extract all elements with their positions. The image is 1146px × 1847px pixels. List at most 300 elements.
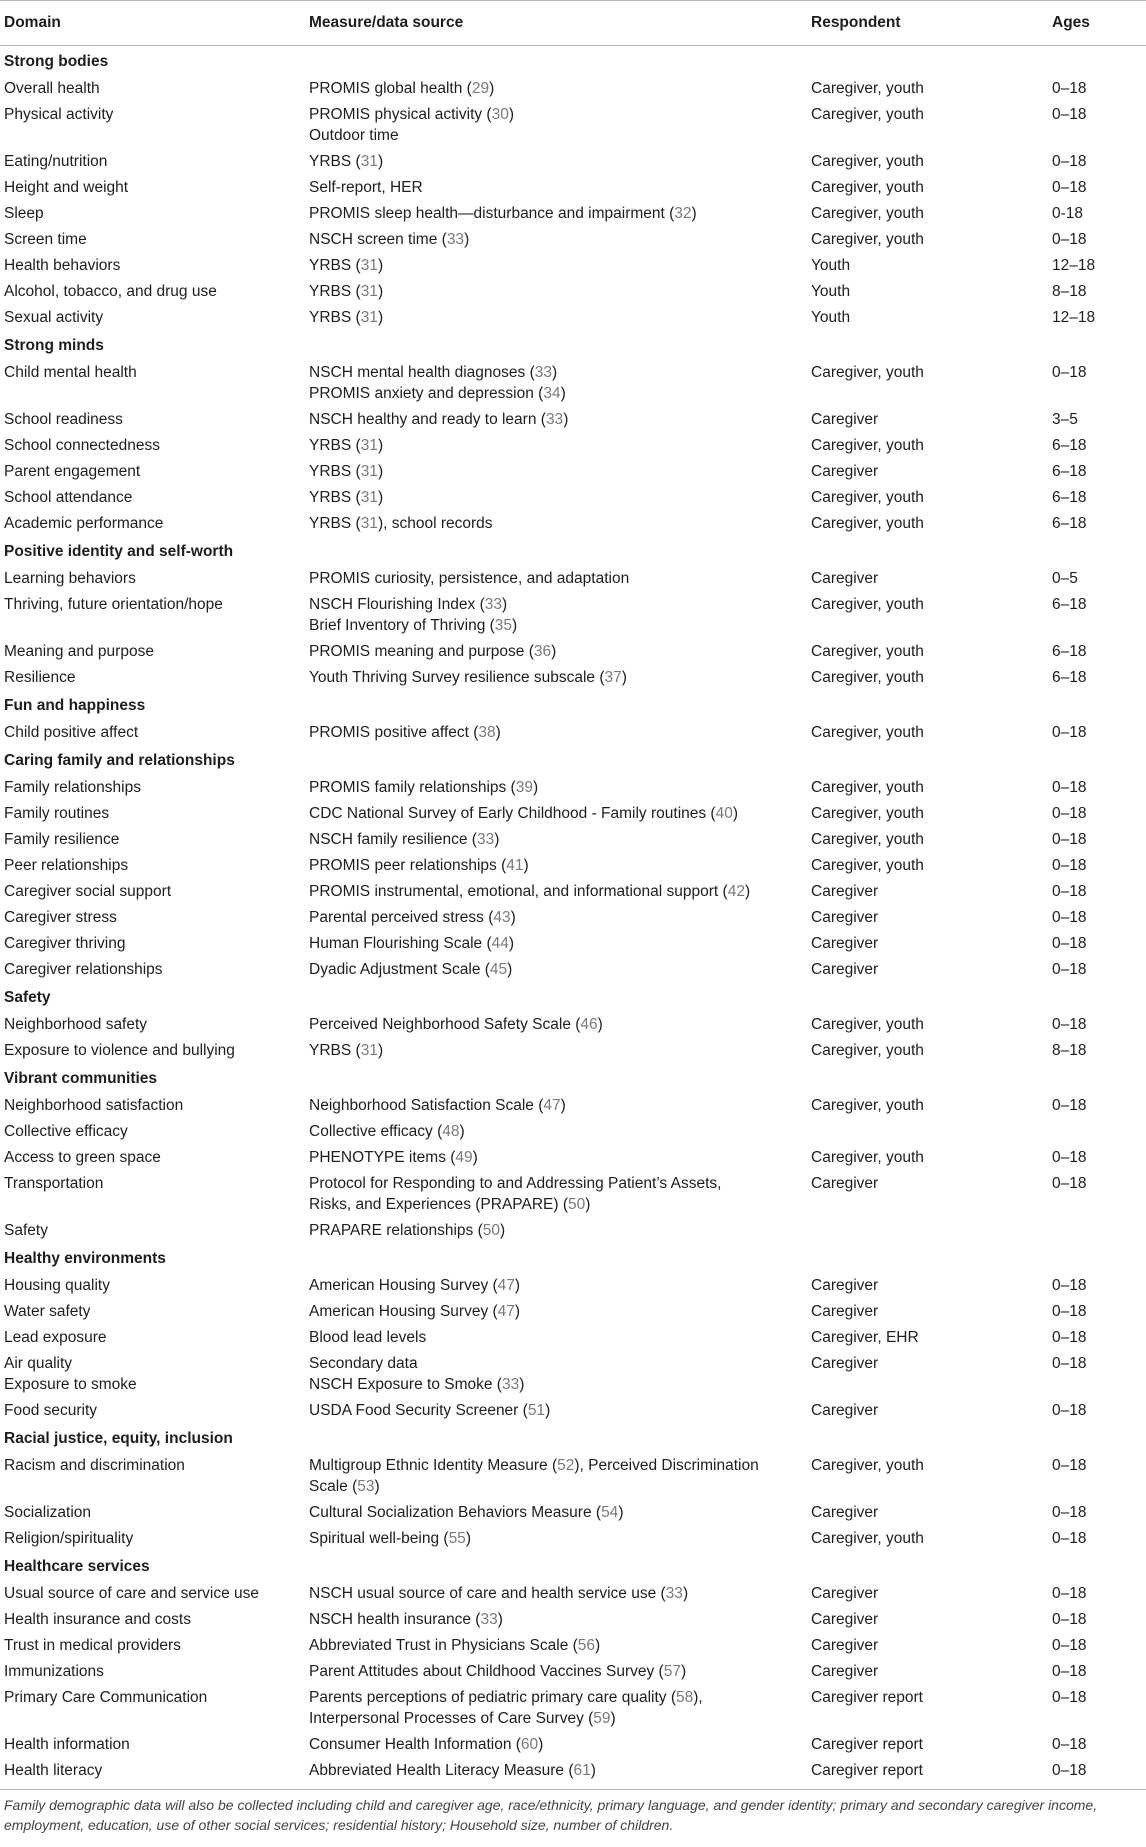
table-row: [0, 1580, 1146, 1606]
ages-cell: 3–5: [1052, 411, 1078, 428]
measure-text: Cultural Socialization Behaviors Measure (: [309, 1504, 602, 1521]
measure-text: ): [621, 669, 627, 686]
measure-line: [309, 1121, 807, 1142]
ages-cell: 0–18: [1052, 831, 1087, 848]
respondent-cell: Caregiver, youth: [811, 724, 924, 741]
measure-text: NSCH usual source of care and health service use (: [309, 1585, 666, 1602]
reference-link[interactable]: 34: [543, 385, 561, 402]
measure-cell: [305, 1092, 807, 1118]
reference-link[interactable]: 54: [601, 1504, 619, 1521]
ages-cell: 0–18: [1052, 1175, 1087, 1192]
measure-text: ): [514, 1303, 521, 1320]
reference-link[interactable]: 47: [543, 1097, 561, 1114]
reference-link[interactable]: 31: [360, 515, 378, 532]
measure-cell: [305, 1684, 807, 1731]
measure-cell: [305, 484, 807, 510]
measure-cell: [305, 304, 807, 330]
measure-cell: [305, 1499, 807, 1525]
reference-link[interactable]: 53: [357, 1478, 375, 1495]
measure-text: PROMIS anxiety and depression (: [309, 385, 544, 402]
measure-text: Human Flourishing Scale (: [309, 935, 492, 952]
measure-line: [309, 568, 807, 589]
measure-cell: [305, 852, 807, 878]
measure-text: Perceived Neighborhood Safety Scale (: [309, 1016, 581, 1033]
table-row: [0, 1606, 1146, 1632]
measure-line: [309, 1661, 807, 1682]
measure-cell: [305, 1217, 807, 1243]
measure-text: Blood lead levels: [309, 1329, 427, 1346]
domain-cell: Alcohol, tobacco, and drug use: [4, 283, 217, 300]
table-row: [0, 510, 1146, 536]
domain-cell: Caregiver stress: [4, 909, 117, 926]
ages-cell: 0–18: [1052, 1689, 1087, 1706]
measure-cell: [305, 1525, 807, 1551]
table-row: [0, 1092, 1146, 1118]
ages-cell: 0–18: [1052, 153, 1087, 170]
measure-cell: [305, 252, 807, 278]
table-row: [0, 1298, 1146, 1324]
table-row: [0, 1324, 1146, 1350]
respondent-cell: Caregiver: [811, 961, 879, 978]
measure-text: ): [514, 1277, 521, 1294]
ages-cell: 0–18: [1052, 1663, 1087, 1680]
respondent-cell: Caregiver, youth: [811, 515, 924, 532]
measure-text: PROMIS global health (: [309, 80, 472, 97]
measure-text: Collective efficacy (: [309, 1123, 443, 1140]
table-row: [0, 1452, 1146, 1499]
domain-cell: Religion/spirituality: [4, 1530, 134, 1547]
ages-cell: 0–18: [1052, 1303, 1087, 1320]
table-row: [0, 252, 1146, 278]
table-row: [0, 304, 1146, 330]
respondent-cell: Caregiver: [811, 463, 879, 480]
ages-cell: 6–18: [1052, 489, 1087, 506]
measure-cell: [305, 1037, 807, 1063]
section-title: Healthy environments: [4, 1250, 166, 1267]
measure-text: ): [563, 411, 569, 428]
domain-cell: School readiness: [4, 411, 123, 428]
reference-link[interactable]: 33: [534, 364, 552, 381]
domain-cell: Peer relationships: [4, 857, 129, 874]
measure-text: ): [560, 1097, 566, 1114]
measure-cell: [305, 878, 807, 904]
measure-cell: [305, 1606, 807, 1632]
measure-line: [309, 78, 807, 99]
measure-cell: [305, 200, 807, 226]
reference-link[interactable]: 31: [360, 489, 378, 506]
measure-text: NSCH health insurance (: [309, 1611, 481, 1628]
measure-text: NSCH screen time (: [309, 231, 447, 248]
domain-cell: Overall health: [4, 80, 100, 97]
reference-link[interactable]: 50: [568, 1196, 586, 1213]
table-row: [0, 1118, 1146, 1144]
domain-cell: Height and weight: [4, 179, 129, 196]
table-bottom-rule: [0, 1789, 1146, 1790]
measure-text: ): [510, 909, 516, 926]
table-row: [0, 664, 1146, 690]
respondent-cell: Caregiver: [811, 909, 879, 926]
measure-line: [309, 1147, 807, 1168]
measure-cell: [305, 591, 807, 638]
table-row: [0, 148, 1146, 174]
reference-link[interactable]: 31: [360, 1042, 378, 1059]
respondent-cell: Caregiver: [811, 1504, 879, 1521]
measure-line: [309, 1374, 807, 1395]
measure-line: [309, 1275, 807, 1296]
domain-cell: Family relationships: [4, 779, 141, 796]
reference-link[interactable]: 47: [497, 1303, 515, 1320]
measure-cell: [305, 75, 807, 101]
reference-link[interactable]: 31: [360, 153, 378, 170]
measure-text: Protocol for Responding to and Addressing Patient’s Assets,: [309, 1175, 722, 1192]
measure-cell: [305, 1144, 807, 1170]
respondent-cell: Caregiver, youth: [811, 596, 924, 613]
ages-cell: 6–18: [1052, 463, 1087, 480]
reference-link[interactable]: 50: [482, 1222, 500, 1239]
table-row: [0, 852, 1146, 878]
respondent-cell: Caregiver: [811, 1637, 879, 1654]
reference-link[interactable]: 46: [580, 1016, 598, 1033]
domain-cell: Air quality Exposure to smoke: [4, 1355, 137, 1393]
reference-link[interactable]: 31: [360, 437, 378, 454]
measure-cell: [305, 1731, 807, 1757]
respondent-cell: Caregiver: [811, 883, 879, 900]
section-row: [0, 690, 1146, 719]
measure-line: [309, 203, 807, 224]
measure-text: ): [732, 805, 739, 822]
measure-text: ): [501, 596, 508, 613]
section-title: Safety: [4, 989, 51, 1006]
measure-text: ): [523, 857, 529, 874]
table-row: [0, 638, 1146, 664]
respondent-cell: Caregiver, youth: [811, 1457, 924, 1474]
table-row: [0, 591, 1146, 638]
measure-line: [309, 1687, 807, 1708]
measure-cell: [305, 1632, 807, 1658]
reference-link[interactable]: 51: [527, 1402, 546, 1419]
measure-text: PROMIS sleep health—disturbance and impairment (: [309, 205, 675, 222]
measure-text: YRBS (: [309, 257, 361, 274]
table-row: [0, 878, 1146, 904]
measure-line: [309, 829, 807, 850]
reference-link[interactable]: 60: [520, 1736, 539, 1753]
measure-text: Consumer Health Information (: [309, 1736, 521, 1753]
ages-cell: 0–18: [1052, 1149, 1087, 1166]
ages-cell: 6–18: [1052, 515, 1087, 532]
measure-text: ): [545, 1402, 551, 1419]
respondent-cell: [807, 1118, 1048, 1144]
header-row: [0, 1, 1146, 46]
reference-link[interactable]: 41: [506, 857, 524, 874]
measure-line: [309, 615, 807, 636]
reference-link[interactable]: 43: [493, 909, 511, 926]
measure-line: [309, 667, 807, 688]
respondent-cell: Caregiver, youth: [811, 805, 924, 822]
reference-link[interactable]: 58: [676, 1689, 694, 1706]
section-row: [0, 536, 1146, 565]
measure-line: [309, 1502, 807, 1523]
respondent-cell: Caregiver, youth: [811, 779, 924, 796]
header-domain: Domain: [0, 1, 305, 46]
measure-text: PROMIS family relationships (: [309, 779, 516, 796]
ages-cell: 0–18: [1052, 1016, 1087, 1033]
measure-line: [309, 487, 807, 508]
measure-line: [309, 513, 807, 534]
measure-line: [309, 1583, 807, 1604]
measure-text: ): [560, 385, 566, 402]
measure-text: Abbreviated Trust in Physicians Scale (: [309, 1637, 578, 1654]
domain-cell: Exposure to violence and bullying: [4, 1042, 235, 1059]
measure-text: ): [495, 724, 501, 741]
section-row: [0, 1423, 1146, 1452]
reference-link[interactable]: 33: [545, 411, 564, 428]
reference-link[interactable]: 36: [533, 643, 552, 660]
reference-link[interactable]: 44: [491, 935, 509, 952]
measure-line: [309, 229, 807, 250]
reference-link[interactable]: 30: [491, 106, 509, 123]
ages-cell: 0–18: [1052, 883, 1087, 900]
reference-link[interactable]: 48: [442, 1123, 460, 1140]
ages-cell: 0–18: [1052, 1277, 1087, 1294]
measure-text: Multigroup Ethnic Identity Measure (: [309, 1457, 558, 1474]
respondent-cell: Caregiver: [811, 1402, 879, 1419]
measure-cell: [305, 510, 807, 536]
domain-cell: Primary Care Communication: [4, 1689, 208, 1706]
measure-line: [309, 281, 807, 302]
table-row: [0, 458, 1146, 484]
table-row: [0, 359, 1146, 406]
measure-text: ): [538, 1736, 544, 1753]
reference-link[interactable]: 33: [446, 231, 465, 248]
domain-cell: Child mental health: [4, 364, 137, 381]
measure-line: [309, 461, 807, 482]
domain-cell: Lead exposure: [4, 1329, 107, 1346]
table-row: [0, 432, 1146, 458]
measure-text: ): [459, 1123, 465, 1140]
table-row: [0, 1525, 1146, 1551]
measure-line: [309, 722, 807, 743]
measure-cell: [305, 719, 807, 745]
reference-link[interactable]: 47: [497, 1277, 515, 1294]
reference-link[interactable]: 31: [360, 463, 378, 480]
measure-text: ): [680, 1663, 687, 1680]
reference-link[interactable]: 31: [360, 283, 378, 300]
measure-line: [309, 177, 807, 198]
reference-link[interactable]: 45: [489, 961, 508, 978]
table-row: [0, 904, 1146, 930]
reference-link[interactable]: 31: [360, 309, 378, 326]
measure-text: NSCH healthy and ready to learn (: [309, 411, 546, 428]
measure-text: ): [377, 437, 384, 454]
reference-link[interactable]: 35: [494, 617, 513, 634]
reference-link[interactable]: 33: [665, 1585, 683, 1602]
measure-text: ): [508, 935, 515, 952]
reference-link[interactable]: 49: [455, 1149, 473, 1166]
domain-cell: Immunizations: [4, 1663, 104, 1680]
measure-line: [309, 383, 807, 404]
measure-line: [309, 125, 807, 146]
domain-cell: Eating/nutrition: [4, 153, 108, 170]
respondent-cell: Caregiver, youth: [811, 80, 924, 97]
reference-link[interactable]: 42: [727, 883, 745, 900]
domain-cell: Child positive affect: [4, 724, 139, 741]
table-row: [0, 826, 1146, 852]
reference-link[interactable]: 39: [515, 779, 533, 796]
measure-text: ): [377, 309, 384, 326]
measure-line: [309, 1220, 807, 1241]
respondent-cell: [807, 1217, 1048, 1243]
respondent-cell: Caregiver: [811, 1355, 879, 1372]
reference-link[interactable]: 37: [604, 669, 622, 686]
measure-text: Abbreviated Health Literacy Measure (: [309, 1762, 574, 1779]
measure-line: [309, 1528, 807, 1549]
measure-cell: [305, 956, 807, 982]
table-row: [0, 1144, 1146, 1170]
respondent-cell: Youth: [811, 283, 851, 300]
ages-cell: 0–5: [1052, 570, 1078, 587]
measure-line: [309, 1708, 807, 1729]
measure-cell: [305, 359, 807, 406]
measure-line: [309, 1014, 807, 1035]
section-title: Racial justice, equity, inclusion: [4, 1430, 233, 1447]
measure-cell: [305, 406, 807, 432]
measure-text: Secondary data: [309, 1355, 418, 1372]
table-row: [0, 278, 1146, 304]
domain-cell: Sleep: [4, 205, 44, 222]
reference-link[interactable]: 32: [674, 205, 692, 222]
measure-cell: [305, 174, 807, 200]
measure-text: Outdoor time: [309, 127, 399, 144]
table-body: [0, 46, 1146, 1784]
ages-cell: 6–18: [1052, 437, 1087, 454]
domain-cell: Socialization: [4, 1504, 92, 1521]
table-row: [0, 956, 1146, 982]
measure-line: [309, 1734, 807, 1755]
domain-cell: Caregiver relationships: [4, 961, 163, 978]
reference-link[interactable]: 33: [480, 1611, 498, 1628]
respondent-cell: Caregiver: [811, 1611, 879, 1628]
domain-cell: Sexual activity: [4, 309, 104, 326]
reference-link[interactable]: 55: [448, 1530, 466, 1547]
measure-text: PROMIS peer relationships (: [309, 857, 507, 874]
table-row: [0, 1272, 1146, 1298]
ages-cell: 0–18: [1052, 1097, 1087, 1114]
respondent-cell: Caregiver: [811, 1175, 879, 1192]
header-respondent: Respondent: [807, 1, 1048, 46]
measure-line: [309, 409, 807, 430]
table-row: [0, 226, 1146, 252]
measure-text: Interpersonal Processes of Care Survey (: [309, 1710, 594, 1727]
reference-link[interactable]: 31: [360, 257, 378, 274]
domain-cell: Housing quality: [4, 1277, 110, 1294]
measure-cell: [305, 1272, 807, 1298]
measure-text: ): [377, 153, 384, 170]
domain-cell: Food security: [4, 1402, 98, 1419]
domain-cell: Safety: [4, 1222, 48, 1239]
table-row: [0, 1684, 1146, 1731]
measure-text: PROMIS physical activity (: [309, 106, 492, 123]
section-title: Healthcare services: [4, 1558, 150, 1575]
ages-cell: 0-18: [1052, 205, 1084, 222]
measure-cell: [305, 432, 807, 458]
reference-link[interactable]: 40: [715, 805, 733, 822]
reference-link[interactable]: 61: [573, 1762, 591, 1779]
measure-line: [309, 362, 807, 383]
respondent-cell: Caregiver report: [811, 1689, 923, 1706]
ages-cell: [1048, 1118, 1146, 1144]
domain-cell: Usual source of care and service use: [4, 1585, 260, 1602]
measure-text: YRBS (: [309, 309, 361, 326]
domain-cell: Access to green space: [4, 1149, 161, 1166]
measure-text: ): [507, 961, 513, 978]
measure-text: ): [512, 617, 518, 634]
section-title: Strong bodies: [4, 53, 109, 70]
ages-cell: [1048, 1217, 1146, 1243]
measure-cell: [305, 1580, 807, 1606]
header-ages: Ages: [1048, 1, 1146, 46]
measure-line: [309, 1173, 807, 1194]
measure-text: ): [595, 1637, 601, 1654]
ages-cell: 0–18: [1052, 1402, 1087, 1419]
measure-text: American Housing Survey (: [309, 1277, 498, 1294]
ages-cell: 8–18: [1052, 1042, 1087, 1059]
measure-line: [309, 151, 807, 172]
ages-cell: 0–18: [1052, 724, 1087, 741]
ages-cell: 0–18: [1052, 779, 1087, 796]
reference-link[interactable]: 33: [476, 831, 495, 848]
reference-link[interactable]: 59: [593, 1710, 611, 1727]
table-row: [0, 1757, 1146, 1783]
domain-cell: Family resilience: [4, 831, 120, 848]
measure-text: Scale (: [309, 1478, 358, 1495]
domain-cell: Health behaviors: [4, 257, 121, 274]
measure-text: ): [465, 1530, 471, 1547]
respondent-cell: Caregiver report: [811, 1736, 923, 1753]
section-row: [0, 1063, 1146, 1092]
domain-cell: Collective efficacy: [4, 1123, 128, 1140]
reference-link[interactable]: 57: [663, 1663, 681, 1680]
section-row: [0, 46, 1146, 76]
section-title: Fun and happiness: [4, 697, 146, 714]
reference-link[interactable]: 56: [577, 1637, 596, 1654]
reference-link[interactable]: 33: [484, 596, 502, 613]
section-title: Strong minds: [4, 337, 104, 354]
reference-link[interactable]: 33: [501, 1376, 520, 1393]
measure-line: [309, 1635, 807, 1656]
measure-cell: [305, 1011, 807, 1037]
measure-line: [309, 959, 807, 980]
measure-text: ),: [693, 1689, 703, 1706]
reference-link[interactable]: 38: [478, 724, 496, 741]
domain-cell: Neighborhood satisfaction: [4, 1097, 184, 1114]
measure-text: American Housing Survey (: [309, 1303, 498, 1320]
reference-link[interactable]: 52: [557, 1457, 575, 1474]
domain-cell: School connectedness: [4, 437, 160, 454]
ages-cell: 0–18: [1052, 1585, 1087, 1602]
table-row: [0, 1037, 1146, 1063]
reference-link[interactable]: 29: [471, 80, 490, 97]
measure-text: ): [590, 1762, 596, 1779]
measure-cell: [305, 638, 807, 664]
domain-cell: Academic performance: [4, 515, 164, 532]
section-title: Caring family and relationships: [4, 752, 235, 769]
domain-cell: Trust in medical providers: [4, 1637, 181, 1654]
respondent-cell: Caregiver, youth: [811, 1530, 924, 1547]
ages-cell: 0–18: [1052, 1457, 1087, 1474]
measure-text: ): [610, 1710, 616, 1727]
respondent-cell: Caregiver, youth: [811, 669, 924, 686]
measure-text: ), school records: [377, 515, 493, 532]
